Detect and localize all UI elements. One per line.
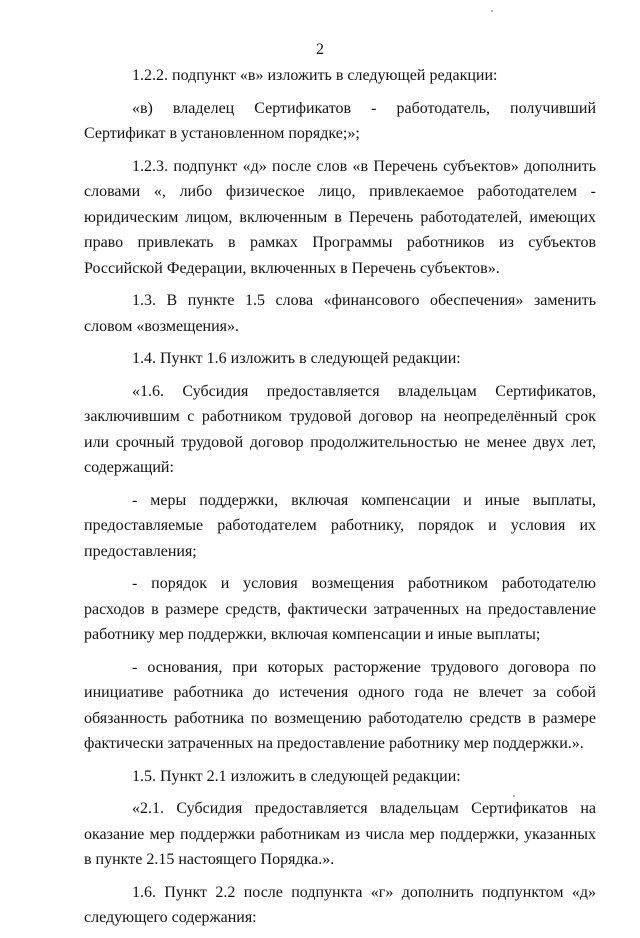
paragraph-1-5: 1.5. Пункт 2.1 изложить в следующей редакции: bbox=[132, 767, 461, 785]
paragraph-subpoint-v-text: «в) владелец Сертификатов - работодатель, получивший Сертификат в установленном порядке;»; bbox=[84, 99, 596, 142]
paragraph-1-3: 1.3. В пункте 1.5 слова «финансового обеспечения» заменить словом «возмещения». bbox=[84, 292, 596, 335]
list-item-support-measures: - меры поддержки, включая компенсации и иные выплаты, предоставляемые работодателем работнику, порядок и условия их предоставления; bbox=[84, 491, 596, 560]
list-item-termination-grounds: - основания, при которых расторжение трудового договора по инициативе работника до истечения одного года не влечет за собой обязанность работника по возмещению работодателю средств в размере фактически затраченных на предоставление работнику мер поддержки.». bbox=[84, 658, 596, 752]
list-item-reimbursement-procedure: - порядок и условия возмещения работником работодателю расходов в размере средств, фактически затраченных на предоставление работнику мер поддержки, включая компенсации и иные выплаты; bbox=[84, 575, 596, 643]
scan-speck bbox=[513, 795, 515, 797]
document-body bbox=[84, 63, 596, 938]
paragraph-1-4: 1.4. Пункт 1.6 изложить в следующей редакции: bbox=[132, 350, 461, 367]
page-number: 2 bbox=[316, 41, 324, 58]
paragraph-1-6-text: «1.6. Субсидия предоставляется владельцам Сертификатов, заключившим с работником трудовой договор на неопределённый срок или срочный трудовой договор продолжительностью не менее двух лет, содержащий: bbox=[84, 382, 596, 476]
paragraph-1-2-3: 1.2.3. подпункт «д» после слов «в Перечень субъектов» дополнить словами «, либо физическое лицо, привлекаемое работодателем - юридическим лицом, включенным в Перечень работодателей, имеющих право привлекать в рамках Программы работников из субъектов Российской Федерации, включенных в Перечень субъектов». bbox=[84, 157, 596, 277]
paragraph-1-6: 1.6. Пункт 2.2 после подпункта «г» дополнить подпунктом «д» следующего содержания: bbox=[84, 883, 596, 926]
paragraph-2-1-text: «2.1. Субсидия предоставляется владельцам Сертификатов на оказание мер поддержки работникам из числа мер поддержки, указанных в пункте 2.15 настоящего Порядка.». bbox=[84, 800, 596, 868]
paragraph-1-2-2: 1.2.2. подпункт «в» изложить в следующей редакции: bbox=[132, 67, 498, 84]
scan-speck bbox=[491, 10, 493, 12]
